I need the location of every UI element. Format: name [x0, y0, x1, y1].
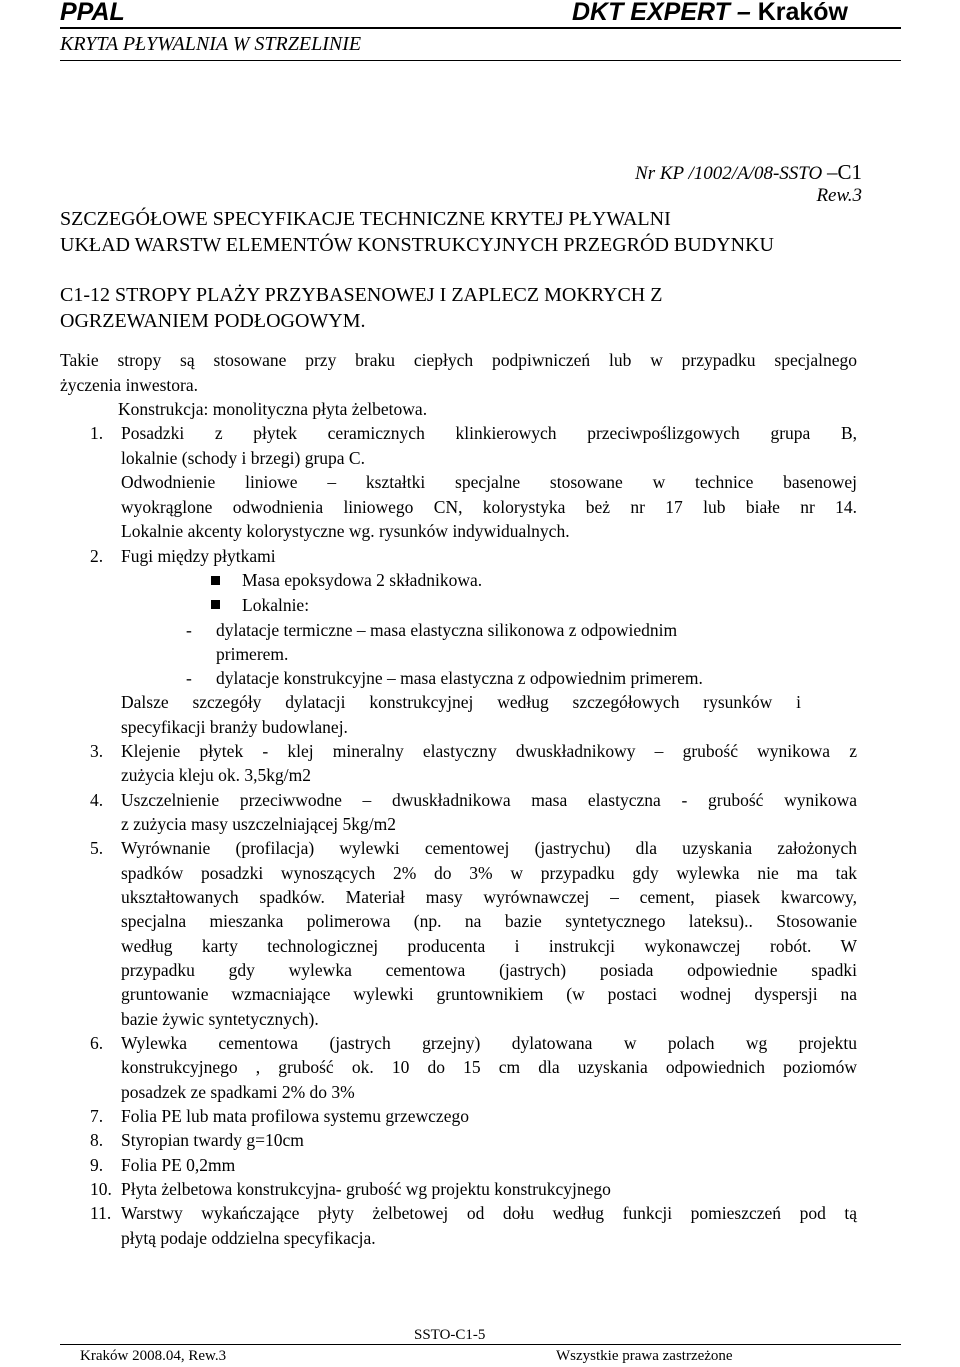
item-2-dash1-text: dylatacje termiczne – masa elastyczna silikonowa z odpowiednim	[216, 620, 678, 640]
item-2-note1: Dalsze szczegóły dylatacji konstrukcyjnej według szczegółowych rysunków i	[121, 692, 801, 712]
item-5-line5: według karty technologicznej producenta i instrukcji wykonawczej robót. W	[121, 936, 857, 956]
header-city: Kraków	[757, 0, 848, 26]
item-2-dash2: -	[186, 668, 192, 688]
item-8-line1: Styropian twardy g=10cm	[121, 1130, 304, 1150]
section-heading-line2: OGRZEWANIEM PODŁOGOWYM.	[60, 310, 366, 332]
item-6-line2: konstrukcyjnego , grubość ok. 10 do 15 cm dla uzyskania odpowiednich poziomów	[121, 1057, 857, 1077]
header-subtitle: KRYTA PŁYWALNIA W STRZELINIE	[60, 33, 362, 55]
item-4-line2: z zużycia masy uszczelniającej 5kg/m2	[121, 814, 397, 834]
intro-line1: Takie stropy są stosowane przy braku ciepłych podpiwniczeń lub w przypadku specjalnego	[60, 350, 857, 370]
doc-ref	[635, 160, 862, 185]
item-5-line2: spadków posadzki wynoszących 2% do 3% w przypadku gdy wylewka nie ma tak	[121, 863, 857, 883]
item-1-line4: wyokrąglone odwodnienia liniowego CN, kolorystyka beż nr 17 lub białe nr 14.	[121, 497, 857, 517]
item-6-line1: Wylewka cementowa (jastrych grzejny) dylatowana w polach wg projektu	[121, 1033, 857, 1053]
item-2-line1: Fugi między płytkami	[121, 546, 276, 566]
item-2-dash2-text: dylatacje konstrukcyjne – masa elastyczna z odpowiednim primerem.	[216, 668, 703, 688]
item-2-bullet2: Lokalnie:	[242, 595, 310, 615]
header-rule-top	[60, 27, 901, 29]
item-8-number: 8.	[90, 1130, 104, 1150]
footer-left: Kraków 2008.04, Rew.3	[80, 1348, 227, 1364]
header-left-brand: PPAL	[60, 0, 125, 26]
doc-number: Nr KP /1002/A/08-SSTO	[635, 163, 823, 184]
item-1-number: 1.	[90, 423, 104, 443]
item-6-line3: posadzek ze spadkami 2% do 3%	[121, 1082, 355, 1102]
item-9-line1: Folia PE 0,2mm	[121, 1155, 236, 1175]
item-5-number: 5.	[90, 838, 104, 858]
item-11-number: 11.	[90, 1203, 112, 1223]
item-5-line3: ukształtowanych spadków. Materiał masy wyrównawczej – cement, piasek kwarcowy,	[121, 887, 857, 907]
item-7-line1: Folia PE lub mata profilowa systemu grzewczego	[121, 1106, 469, 1126]
item-2-dash1: -	[186, 620, 192, 640]
item-3-line1: Klejenie płytek - klej mineralny elastyczny dwuskładnikowy – grubość wynikowa z	[121, 741, 857, 761]
item-9-number: 9.	[90, 1155, 104, 1175]
item-2-number: 2.	[90, 546, 104, 566]
item-6-number: 6.	[90, 1033, 104, 1053]
bullet-icon	[211, 576, 220, 585]
item-5-line6: przypadku gdy wylewka cementowa (jastrych) posiada odpowiednie spadki	[121, 960, 857, 980]
item-5-line4: specjalna mieszanka polimerowa (np. na bazie syntetycznego lateksu).. Stosowanie	[121, 911, 857, 931]
item-1-line5: Lokalnie akcenty kolorystyczne wg. rysunków indywidualnych.	[121, 521, 570, 541]
item-2-dash1-cont: primerem.	[216, 644, 289, 664]
doc-revision: Rew.3	[816, 185, 862, 206]
header-brand-name: DKT EXPERT	[571, 0, 730, 26]
item-1-line3: Odwodnienie liniowe – kształtki specjalne stosowane w technice basenowej	[121, 472, 857, 492]
item-5-line7: gruntowanie wzmacniające wylewki gruntownikiem (w postaci wodnej dyspersji na	[121, 984, 857, 1004]
header-rule-bottom	[60, 60, 901, 61]
item-10-number: 10.	[90, 1179, 112, 1199]
item-5-line1: Wyrównanie (profilacja) wylewki cementowej (jastrychu) dla uzyskania założonych	[121, 838, 857, 858]
item-3-number: 3.	[90, 741, 104, 761]
header-dash: –	[736, 0, 751, 26]
section-heading-line1: C1-12 STROPY PLAŻY PRZYBASENOWEJ I ZAPLECZ MOKRYCH Z	[60, 284, 663, 306]
item-10-line1: Płyta żelbetowa konstrukcyjna- grubość wg projektu konstrukcyjnego	[121, 1179, 611, 1199]
intro-line2: życzenia inwestora.	[60, 375, 198, 395]
item-4-number: 4.	[90, 790, 104, 810]
item-11-line2: płytą podaje oddzielna specyfikacja.	[121, 1228, 376, 1248]
footer-rule	[60, 1344, 901, 1345]
bullet-icon	[211, 600, 220, 609]
item-7-number: 7.	[90, 1106, 104, 1126]
item-11-line1: Warstwy wykańczające płyty żelbetowej od dołu według funkcji pomieszczeń pod tą	[121, 1203, 857, 1223]
doc-title-line2: UKŁAD WARSTW ELEMENTÓW KONSTRUKCYJNYCH PRZEGRÓD BUDYNKU	[60, 234, 774, 256]
item-2-note2: specyfikacji branży budowlanej.	[121, 717, 348, 737]
item-1-line1: Posadzki z płytek ceramicznych klinkierowych przeciwpoślizgowych grupa B,	[121, 423, 857, 443]
doc-title-line1: SZCZEGÓŁOWE SPECYFIKACJE TECHNICZNE KRYTEJ PŁYWALNI	[60, 208, 671, 230]
header-right-brand	[572, 0, 848, 27]
item-2-bullet1: Masa epoksydowa 2 składnikowa.	[242, 570, 483, 590]
item-4-line1: Uszczelnienie przeciwwodne – dwuskładnikowa masa elastyczna - grubość wynikowa	[121, 790, 857, 810]
item-5-line8: bazie żywic syntetycznych).	[121, 1009, 319, 1029]
item-1-line2: lokalnie (schody i brzegi) grupa C.	[121, 448, 365, 468]
doc-section: –C1	[826, 160, 862, 184]
intro-construction: Konstrukcja: monolityczna płyta żelbetowa.	[118, 399, 428, 419]
item-3-line2: zużycia kleju ok. 3,5kg/m2	[121, 765, 312, 785]
footer-right: Wszystkie prawa zastrzeżone	[556, 1348, 733, 1364]
footer-page-code: SSTO-C1-5	[414, 1327, 486, 1343]
